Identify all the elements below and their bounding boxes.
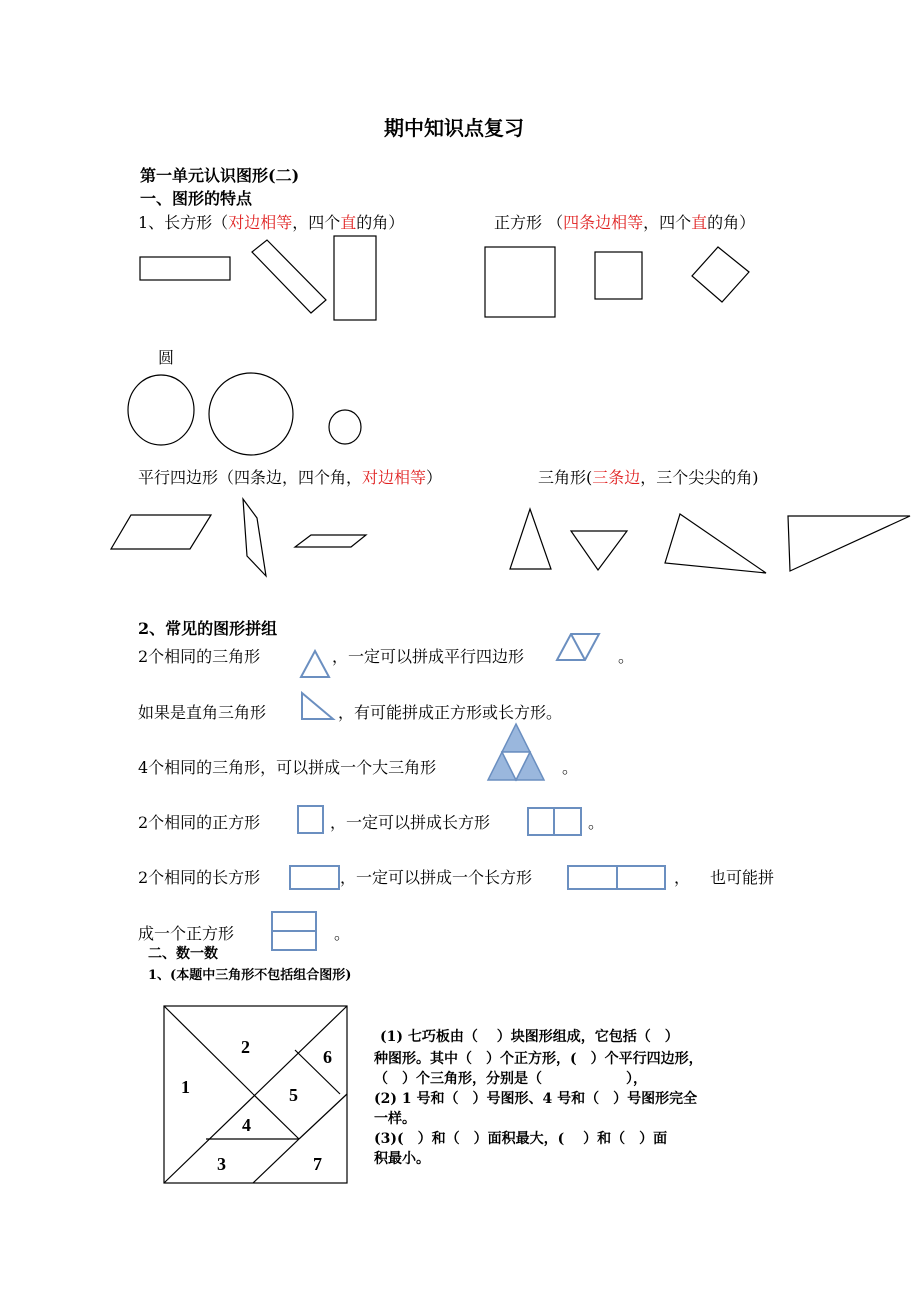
combo-line-1c: 。 [618,647,635,666]
tangram-text-7: 积最小。 [374,1151,430,1167]
tangram-label-7: 7 [313,1154,322,1174]
combo-line-6a: 成一个正方形 [138,924,235,943]
small-square-icon [298,806,323,833]
combo-line-5d: 也可能拼 [710,868,775,887]
small-triangle-icon [301,651,329,677]
square-rotated [692,247,749,302]
big-triangle-from-four [488,724,544,780]
unit-heading: 第一单元认识图形(二) [140,166,300,185]
combo-line-4c: 。 [588,813,605,832]
parallelogram-feature: 平行四边形（四条边，四个角，对边相等） [138,468,443,487]
count-question-1: 1、(本题中三角形不包括组合图形) [148,968,352,983]
square-feature: 正方形 （四条边相等，四个直的角） [494,213,756,232]
tangram-line-para [253,1139,299,1183]
tangram-label-5: 5 [289,1085,298,1105]
tangram-label-6: 6 [323,1047,332,1067]
circle-label: 圆 [158,348,175,367]
circle-medium [128,375,194,445]
section2-heading: 2、常见的图形拼组 [138,619,278,638]
right-triangle-icon [302,693,333,719]
parallelogram-wide [111,515,211,549]
combo-line-4a: 2个相同的正方形 [138,813,261,832]
parallelogram-flat [295,535,366,547]
triangle-feature: 三角形(三条边，三个尖尖的角) [538,468,759,487]
tangram-label-4: 4 [242,1115,251,1135]
page-title: 期中知识点复习 [384,116,524,140]
tangram-text-6: (3)( ）和（ ）面积最大，( ）和（ ）面 [374,1131,668,1147]
triangle-inverted [571,531,627,570]
rectangle-horizontal [140,257,230,280]
tangram-line-7 [299,1094,347,1139]
tangram-text-4: (2) 1 号和（ ）号图形、4 号和（ ）号图形完全 [374,1091,698,1107]
triangle-obtuse [665,514,766,573]
triangle-right [788,516,910,571]
tangram-text-1: (1) 七巧板由（ ）块图形组成，它包括（ ） [380,1029,679,1045]
tangram-line-6 [295,1050,340,1094]
combo-line-6b: 。 [334,924,351,943]
rectangle-vertical [334,236,376,320]
small-rectangle-icon [290,866,339,889]
combo-line-1a: 2个相同的三角形 [138,647,261,666]
tangram-text-3: （ ）个三角形，分别是（ ）， [374,1071,647,1087]
square-small [595,252,642,299]
combo-line-1b: ，一定可以拼成平行四边形 [332,647,525,666]
tangram-line-diag1 [164,1006,253,1094]
combo-line-2b: ，有可能拼成正方形或长方形。 [338,703,563,722]
parallelogram-split-line [571,634,585,660]
combo-line-3a: 4个相同的三角形，可以拼成一个大三角形 [138,758,437,777]
tangram-label-1: 1 [181,1077,190,1097]
combo-line-5c: ， [674,868,691,887]
combo-line-3b: 。 [562,758,579,777]
tangram-text-5: 一样。 [374,1111,416,1127]
section3-heading: 二、数一数 [148,946,218,962]
combo-line-5a: 2个相同的长方形 [138,868,261,887]
circle-small [329,410,361,444]
rectangle-tilted [252,240,326,313]
combo-line-4b: ，一定可以拼成长方形 [330,813,491,832]
tangram-label-3: 3 [217,1154,226,1174]
combo-line-2a: 如果是直角三角形 [138,703,267,722]
rectangle-feature: 1、长方形（对边相等，四个直的角） [138,213,405,232]
combo-line-5b: ，一定可以拼成一个长方形 [340,868,533,887]
tangram-label-2: 2 [241,1037,250,1057]
circle-large [209,373,293,455]
parallelogram-tall [243,499,266,576]
section1-heading: 一、图形的特点 [140,189,253,208]
square-large [485,247,555,317]
triangle-isosceles [510,509,551,569]
tangram-text-2: 种图形。其中（ ）个正方形，( ）个平行四边形， [374,1051,703,1067]
big-triangle-top [502,724,530,752]
